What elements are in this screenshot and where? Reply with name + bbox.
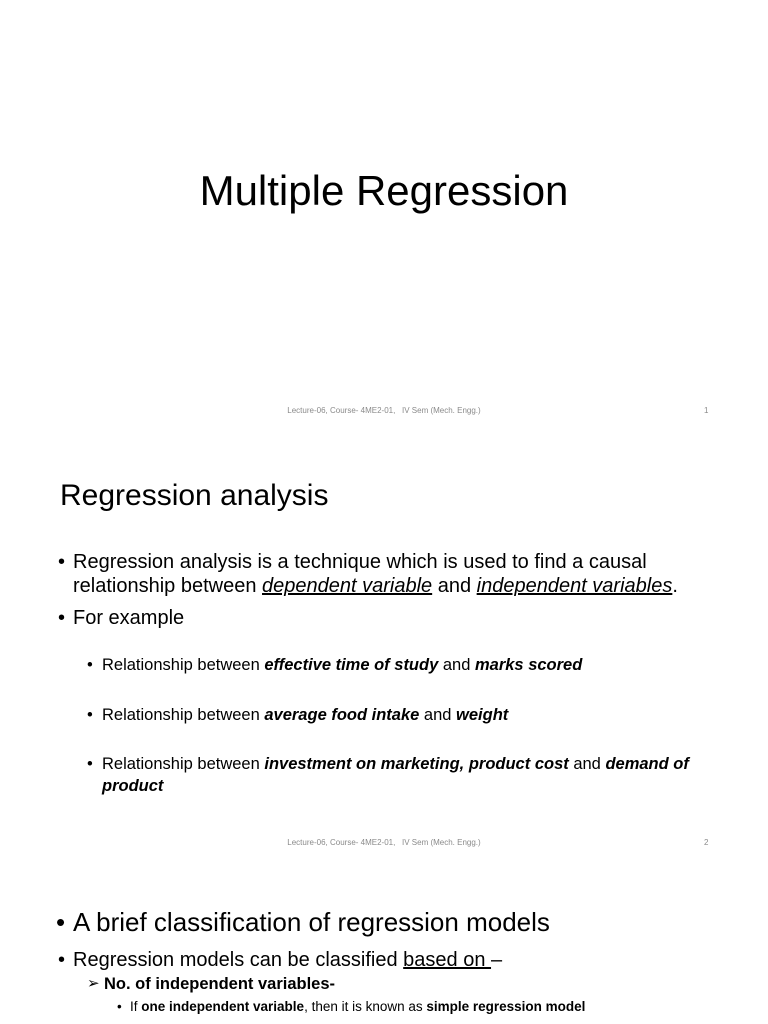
bullet-dot-icon: • bbox=[87, 755, 93, 773]
term-dependent-variable: dependent variable bbox=[262, 575, 433, 597]
slide-footer: Lecture-06, Course- 4ME2-01, IV Sem (Mech. Engg.) bbox=[287, 838, 481, 847]
bullet-definition-line2: relationship between dependent variable and independent variables. bbox=[73, 575, 678, 597]
bullet-classified-based-on: • Regression models can be classified based on – bbox=[58, 949, 503, 971]
bullet-definition: • Regression analysis is a technique which is used to find a causal bbox=[58, 551, 647, 573]
slide-1 bbox=[0, 0, 768, 432]
slide-number: 1 bbox=[704, 406, 709, 415]
bullet-dot-icon: • bbox=[117, 999, 122, 1014]
term-independent-variables: independent variables bbox=[476, 575, 673, 597]
slide-heading: Regression analysis bbox=[60, 479, 329, 512]
bullet-dot-icon: • bbox=[58, 551, 66, 573]
example-study-marks: • Relationship between effective time of study and marks scored bbox=[87, 656, 583, 674]
arrow-right-icon: ➢ bbox=[87, 975, 100, 992]
slide-number: 2 bbox=[704, 838, 709, 847]
bullet-dot-icon: • bbox=[87, 706, 93, 724]
subsub-simple-regression: • If one independent variable, then it is known as simple regression model bbox=[117, 999, 586, 1014]
bullet-classification: • A brief classification of regression models bbox=[56, 907, 550, 937]
bullet-dot-icon: • bbox=[87, 656, 93, 674]
slide-3 bbox=[0, 864, 768, 1024]
bullet-dot-icon: • bbox=[58, 607, 66, 629]
bullet-for-example: • For example bbox=[58, 607, 185, 629]
bullet-dot-icon: • bbox=[58, 949, 66, 971]
example-food-weight: • Relationship between average food intake and weight bbox=[87, 706, 509, 724]
bullet-dot-icon: • bbox=[56, 907, 66, 937]
slide-2 bbox=[0, 432, 768, 864]
slide-footer: Lecture-06, Course- 4ME2-01, IV Sem (Mech. Engg.) bbox=[287, 406, 481, 415]
slide-title: Multiple Regression bbox=[199, 167, 569, 214]
sub-no-independent-variables: ➢ No. of independent variables- bbox=[87, 975, 336, 993]
example-marketing-demand: • Relationship between investment on marketing, product cost and demand of bbox=[87, 755, 689, 773]
example-marketing-demand-line2: product bbox=[102, 777, 164, 795]
